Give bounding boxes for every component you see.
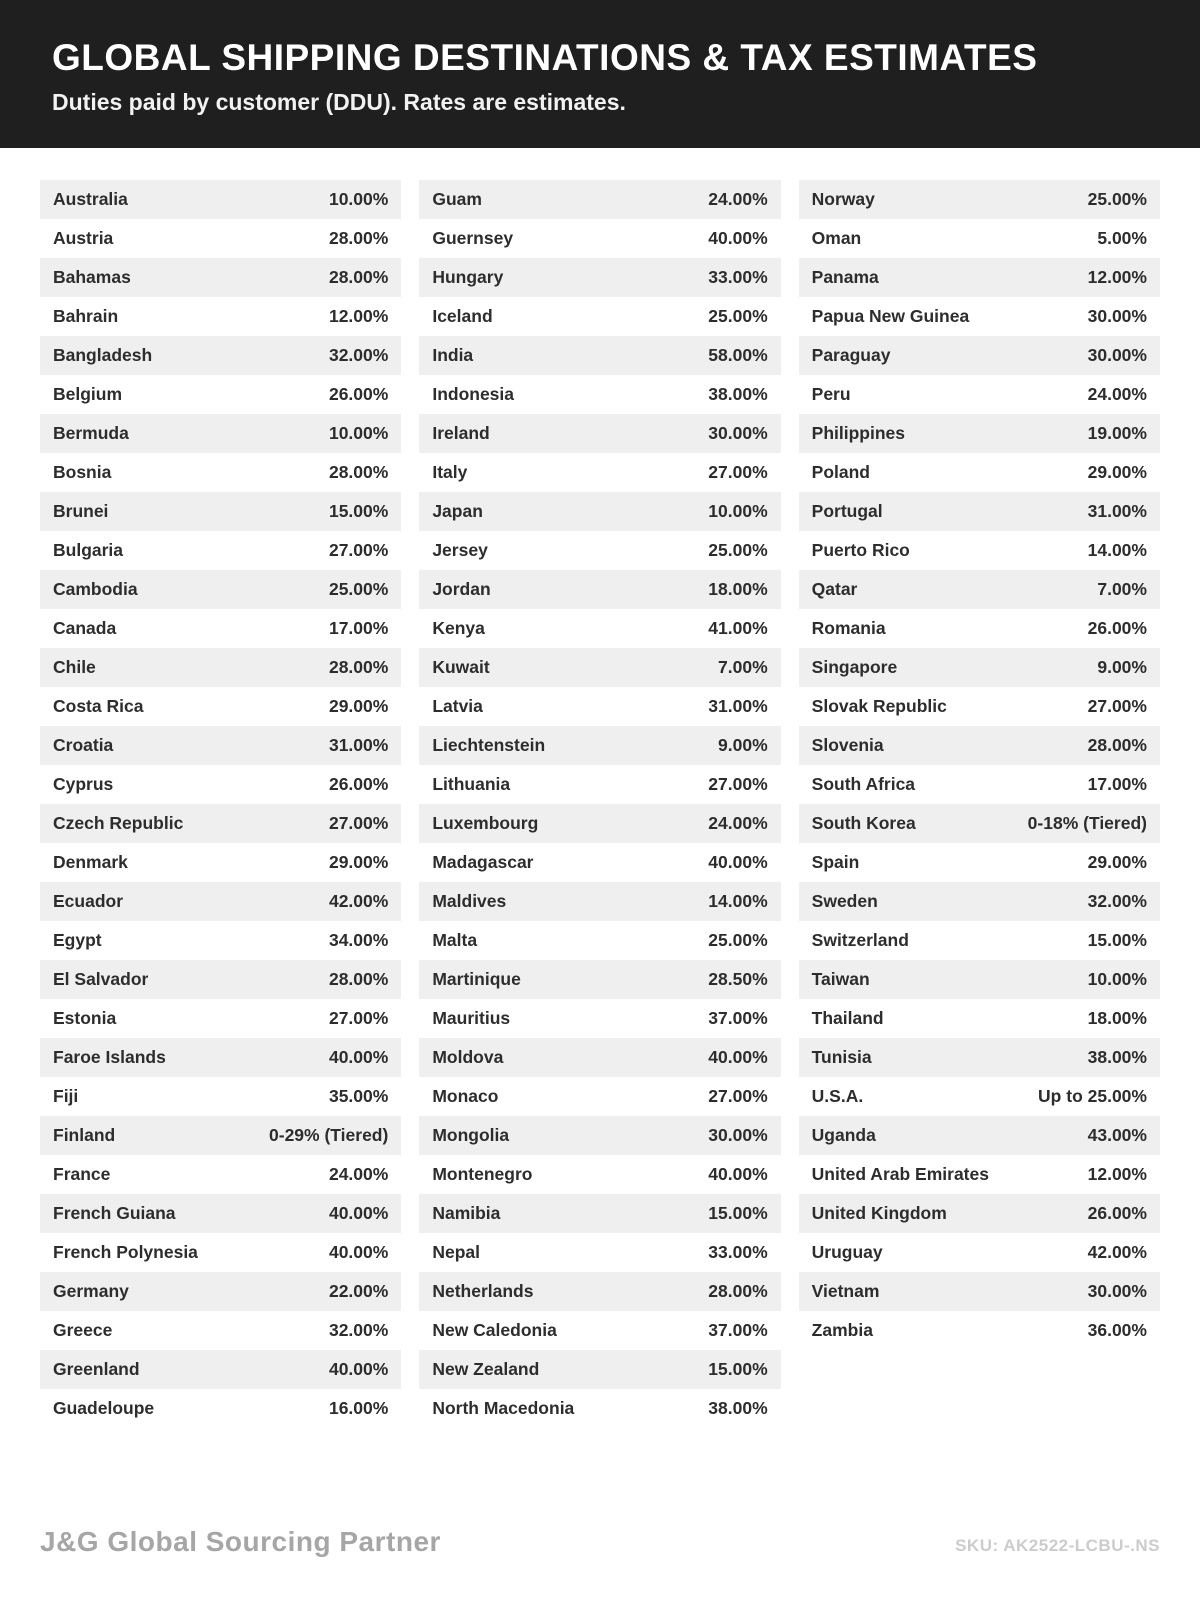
tax-rate: 15.00% [708,1359,768,1379]
table-row [799,882,1160,921]
country-name: Zambia [811,1320,873,1340]
country-name: Germany [53,1281,129,1301]
rate-column [40,180,401,1428]
table-row [419,1116,780,1155]
table-row [799,1077,1160,1116]
table-row [799,375,1160,414]
page-header [0,0,1200,148]
country-name: Czech Republic [53,813,184,833]
country-name: Costa Rica [53,696,144,716]
table-row [40,609,401,648]
table-row [419,1272,780,1311]
tax-rate: 40.00% [328,1242,389,1262]
country-name: Montenegro [432,1164,533,1184]
table-row [799,726,1160,765]
tax-rate: 41.00% [708,618,768,638]
tax-rate: 29.00% [1087,462,1147,482]
table-row [419,336,780,375]
tax-rate: 30.00% [708,1125,768,1145]
table-row [419,219,780,258]
tax-rate: 28.00% [1087,735,1147,755]
country-name: Luxembourg [432,813,539,833]
table-row [799,1233,1160,1272]
table-row [40,1389,401,1428]
country-name: Netherlands [432,1281,534,1301]
country-name: Bermuda [53,423,129,443]
country-name: Bangladesh [53,345,153,365]
table-row [799,1272,1160,1311]
table-row [419,843,780,882]
country-name: French Guiana [53,1203,176,1223]
tax-rate: 25.00% [1087,189,1147,209]
country-name: Peru [811,384,851,404]
country-name: Namibia [432,1203,501,1223]
tax-rate: 29.00% [328,852,389,872]
tax-rate: 32.00% [1087,891,1147,911]
tax-rate: 27.00% [708,774,768,794]
tax-rate: 40.00% [708,1164,768,1184]
country-name: France [53,1164,111,1184]
table-row [799,609,1160,648]
country-name: Oman [811,228,862,248]
tax-rate: 25.00% [708,540,768,560]
tax-rate: 42.00% [1087,1242,1147,1262]
table-row [419,258,780,297]
country-name: El Salvador [53,969,149,989]
tax-rate: 38.00% [708,384,768,404]
country-name: Ireland [432,423,490,443]
country-name: Lithuania [432,774,511,794]
country-name: Paraguay [811,345,891,365]
tax-rate: 14.00% [708,891,768,911]
country-name: Bulgaria [53,540,124,560]
tax-rate: 31.00% [328,735,389,755]
tax-rate: 28.00% [328,657,389,677]
country-name: South Africa [811,774,916,794]
tax-rate: 9.00% [1097,657,1147,677]
table-row [419,1311,780,1350]
table-row [419,453,780,492]
country-name: Guernsey [432,228,514,248]
tax-rate: 10.00% [328,189,389,209]
tax-rate: 38.00% [708,1398,768,1418]
table-row [40,1116,401,1155]
tax-rate: 35.00% [328,1086,389,1106]
tax-rate: 38.00% [1087,1047,1147,1067]
table-row [419,609,780,648]
country-name: Ecuador [53,891,124,911]
tax-rate: 28.00% [328,267,389,287]
table-row [40,1155,401,1194]
country-name: Madagascar [432,852,534,872]
country-name: Tunisia [811,1047,872,1067]
tax-rate: 24.00% [708,189,768,209]
country-name: Romania [811,618,886,638]
tax-rate: 10.00% [1087,969,1147,989]
tax-rate: 33.00% [708,1242,768,1262]
tax-rate: 30.00% [1087,1281,1147,1301]
country-name: New Zealand [432,1359,540,1379]
country-name: Slovenia [811,735,884,755]
country-name: Canada [53,618,117,638]
table-row [40,570,401,609]
country-name: Malta [432,930,478,950]
country-name: Bosnia [53,462,112,482]
tax-rate: 27.00% [328,540,389,560]
tax-rate: 28.00% [708,1281,768,1301]
table-row [40,1233,401,1272]
table-row [799,1038,1160,1077]
country-name: Nepal [432,1242,480,1262]
country-name: U.S.A. [811,1086,864,1106]
country-name: Taiwan [811,969,870,989]
sku-label: SKU: AK2522-LCBU-.NS [955,1536,1160,1555]
country-name: Liechtenstein [432,735,546,755]
country-name: Uruguay [811,1242,883,1262]
tax-rate: 33.00% [708,267,768,287]
table-row [40,336,401,375]
country-name: French Polynesia [53,1242,198,1262]
table-row [799,1155,1160,1194]
brand-name: J&G Global Sourcing Partner [40,1526,441,1557]
tax-rate: 12.00% [328,306,389,326]
country-name: Japan [432,501,483,521]
tax-rate: 40.00% [328,1047,389,1067]
table-row [40,1194,401,1233]
country-name: Switzerland [811,930,909,950]
tax-rate: 40.00% [708,228,768,248]
tax-rate: 36.00% [1087,1320,1147,1340]
country-name: Kenya [432,618,485,638]
table-row [40,531,401,570]
tax-rate: 15.00% [1087,930,1147,950]
table-row [799,570,1160,609]
table-row [419,414,780,453]
tax-rate: Up to 25.00% [1038,1086,1147,1106]
table-row [799,648,1160,687]
table-row [40,180,401,219]
table-row [419,1194,780,1233]
table-row [419,921,780,960]
country-name: Latvia [432,696,483,716]
tax-rate: 24.00% [708,813,768,833]
country-name: Moldova [432,1047,504,1067]
table-row [419,726,780,765]
table-row [799,960,1160,999]
table-row [799,297,1160,336]
table-row [40,765,401,804]
tax-rate: 7.00% [718,657,768,677]
rates-table [0,148,1200,1428]
country-name: India [432,345,474,365]
tax-rate: 5.00% [1097,228,1147,248]
table-row [799,921,1160,960]
tax-rate: 30.00% [708,423,768,443]
country-name: Vietnam [811,1281,880,1301]
table-row [799,258,1160,297]
tax-rate: 40.00% [328,1203,389,1223]
tax-rate: 29.00% [1087,852,1147,872]
tax-rate: 12.00% [1087,267,1147,287]
country-name: Brunei [53,501,109,521]
tax-rate: 27.00% [1087,696,1147,716]
table-row [419,531,780,570]
table-row [40,882,401,921]
page-subtitle: Duties paid by customer (DDU). Rates are estimates. [52,88,626,115]
tax-rate: 40.00% [328,1359,389,1379]
tax-rate: 25.00% [328,579,389,599]
table-row [40,1272,401,1311]
country-name: Chile [53,657,96,677]
tax-rate: 14.00% [1087,540,1147,560]
tax-rate: 17.00% [328,618,389,638]
table-row [40,999,401,1038]
country-name: Kuwait [432,657,490,677]
country-name: Greenland [53,1359,140,1379]
tax-rate: 29.00% [328,696,389,716]
table-row [40,1038,401,1077]
tax-rate: 15.00% [328,501,389,521]
table-row [799,687,1160,726]
country-name: Philippines [811,423,906,443]
table-row [419,1389,780,1428]
table-row [799,843,1160,882]
table-row [419,1038,780,1077]
tax-rate: 42.00% [328,891,389,911]
tax-rate: 34.00% [328,930,389,950]
tax-rate: 28.50% [708,969,768,989]
table-row [419,960,780,999]
page-title: GLOBAL SHIPPING DESTINATIONS & TAX ESTIMATES [52,37,1038,78]
table-row [40,726,401,765]
tax-rate: 27.00% [328,1008,389,1028]
country-name: Cambodia [53,579,138,599]
country-name: Puerto Rico [811,540,910,560]
country-name: Qatar [811,579,858,599]
table-row [799,453,1160,492]
tax-rate: 24.00% [1087,384,1147,404]
country-name: Denmark [53,852,128,872]
country-name: Mauritius [432,1008,511,1028]
tax-rate: 40.00% [708,1047,768,1067]
tax-rate: 27.00% [708,1086,768,1106]
country-name: Croatia [53,735,114,755]
tax-rate: 28.00% [328,228,389,248]
table-row [419,180,780,219]
tax-rate: 37.00% [708,1008,768,1028]
tax-rate: 43.00% [1087,1125,1147,1145]
country-name: Cyprus [53,774,114,794]
country-name: Panama [811,267,879,287]
tax-rate: 40.00% [708,852,768,872]
table-row [40,687,401,726]
country-name: Jordan [432,579,491,599]
country-name: Portugal [811,501,883,521]
tax-rate: 31.00% [1087,501,1147,521]
table-row [419,804,780,843]
tax-rate: 25.00% [708,930,768,950]
tax-rate: 32.00% [328,1320,389,1340]
table-row [40,375,401,414]
country-name: Papua New Guinea [811,306,970,326]
country-name: Finland [53,1125,116,1145]
tax-rate: 19.00% [1087,423,1147,443]
tax-rate: 31.00% [708,696,768,716]
tax-rate: 27.00% [708,462,768,482]
tax-rate: 26.00% [1087,618,1147,638]
country-name: Egypt [53,930,102,950]
table-row [40,414,401,453]
table-row [40,804,401,843]
country-name: Guadeloupe [53,1398,155,1418]
table-row [40,219,401,258]
table-row [419,1350,780,1389]
table-row [40,843,401,882]
table-row [799,336,1160,375]
country-name: Mongolia [432,1125,510,1145]
tax-rate: 28.00% [328,969,389,989]
table-row [40,960,401,999]
country-name: Estonia [53,1008,117,1028]
table-row [799,765,1160,804]
table-row [419,648,780,687]
table-row [40,921,401,960]
tax-rate: 26.00% [1087,1203,1147,1223]
tax-rate: 26.00% [328,774,389,794]
tax-rate: 7.00% [1097,579,1147,599]
country-name: Hungary [432,267,504,287]
country-name: Martinique [432,969,521,989]
country-name: Fiji [53,1086,79,1106]
table-row [40,648,401,687]
country-name: Iceland [432,306,493,326]
table-row [419,1233,780,1272]
tax-rate: 15.00% [708,1203,768,1223]
country-name: Italy [432,462,468,482]
country-name: Bahamas [53,267,131,287]
table-row [40,1350,401,1389]
table-row [419,999,780,1038]
table-row [799,492,1160,531]
country-name: Slovak Republic [811,696,947,716]
country-name: Poland [811,462,870,482]
tax-rate: 32.00% [328,345,389,365]
country-name: Norway [811,189,875,209]
page-footer [40,1526,1160,1558]
table-row [419,492,780,531]
table-row [40,453,401,492]
table-row [419,1077,780,1116]
tax-rate: 0-18% (Tiered) [1027,813,1147,833]
tax-rate: 27.00% [328,813,389,833]
table-row [419,1155,780,1194]
table-row [40,1077,401,1116]
table-row [419,297,780,336]
tax-rate: 18.00% [708,579,768,599]
tax-rate: 10.00% [328,423,389,443]
country-name: Spain [811,852,860,872]
tax-rate: 9.00% [718,735,768,755]
country-name: Bahrain [53,306,119,326]
tax-rate: 10.00% [708,501,768,521]
tax-rate: 18.00% [1087,1008,1147,1028]
table-row [419,765,780,804]
table-row [799,1311,1160,1350]
table-row [799,804,1160,843]
tax-rate: 26.00% [328,384,389,404]
table-row [419,882,780,921]
country-name: Guam [432,189,482,209]
tax-rate: 24.00% [328,1164,389,1184]
tax-rate: 28.00% [328,462,389,482]
tax-rate: 17.00% [1087,774,1147,794]
country-name: South Korea [811,813,916,833]
country-name: North Macedonia [432,1398,575,1418]
rate-column [419,180,780,1428]
country-name: Uganda [811,1125,876,1145]
country-name: Indonesia [432,384,515,404]
country-name: Greece [53,1320,113,1340]
tax-rate: 30.00% [1087,306,1147,326]
country-name: Faroe Islands [53,1047,166,1067]
country-name: Jersey [432,540,488,560]
table-row [799,999,1160,1038]
table-row [419,570,780,609]
tax-rate: 58.00% [708,345,768,365]
country-name: Austria [53,228,114,248]
country-name: Belgium [53,384,123,404]
tax-rate: 37.00% [708,1320,768,1340]
table-row [40,258,401,297]
table-row [799,219,1160,258]
table-row [799,1194,1160,1233]
tax-rate: 30.00% [1087,345,1147,365]
table-row [419,375,780,414]
table-row [40,492,401,531]
country-name: Thailand [811,1008,884,1028]
tax-rate: 12.00% [1087,1164,1147,1184]
table-row [799,531,1160,570]
country-name: Sweden [811,891,878,911]
tax-rate: 25.00% [708,306,768,326]
table-row [799,1116,1160,1155]
tax-rate: 16.00% [328,1398,389,1418]
country-name: Australia [53,189,128,209]
country-name: Maldives [432,891,507,911]
country-name: New Caledonia [432,1320,557,1340]
rate-column [799,180,1160,1350]
country-name: United Arab Emirates [811,1164,989,1184]
table-row [419,687,780,726]
country-name: Singapore [811,657,898,677]
table-row [799,180,1160,219]
table-row [40,1311,401,1350]
tax-rate: 0-29% (Tiered) [269,1125,389,1145]
table-row [40,297,401,336]
tax-rate: 22.00% [328,1281,389,1301]
country-name: Monaco [432,1086,499,1106]
table-row [799,414,1160,453]
country-name: United Kingdom [811,1203,947,1223]
